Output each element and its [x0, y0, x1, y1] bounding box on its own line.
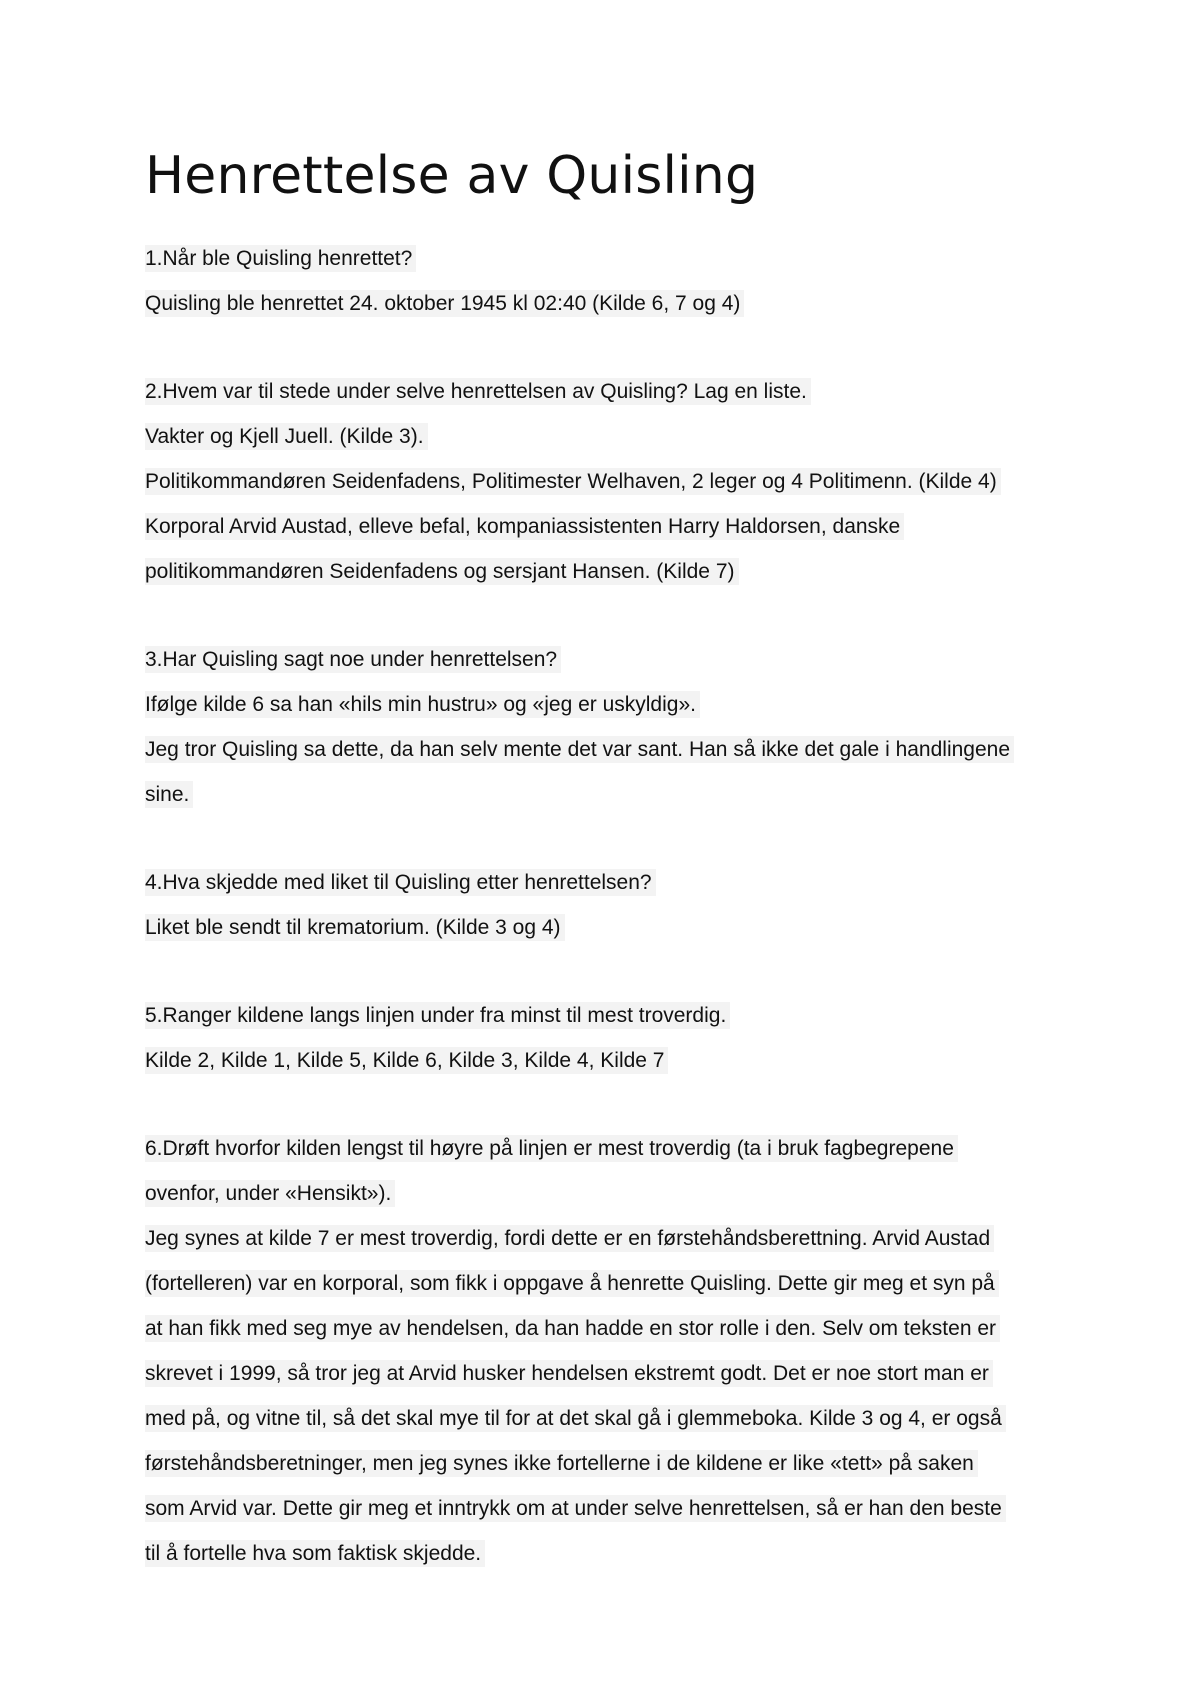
answer-text: som Arvid var. Dette gir meg et inntrykk om at under selve henrettelsen, så er han den beste — [145, 1486, 1065, 1531]
answer-text: skrevet i 1999, så tror jeg at Arvid husker hendelsen ekstremt godt. Det er noe stort man er — [145, 1351, 1065, 1396]
answer-text: (fortelleren) var en korporal, som fikk i oppgave å henrette Quisling. Dette gir meg et syn på — [145, 1261, 1065, 1306]
question-text: 3.Har Quisling sagt noe under henrettelsen? — [145, 637, 1065, 682]
question-5-section — [145, 993, 1065, 1083]
answer-text: førstehåndsberetninger, men jeg synes ikke fortellerne i de kildene er like «tett» på saken — [145, 1441, 1065, 1486]
question-text: 5.Ranger kildene langs linjen under fra minst til mest troverdig. — [145, 993, 1065, 1038]
answer-text: politikommandøren Seidenfadens og sersjant Hansen. (Kilde 7) — [145, 549, 1065, 594]
answer-text: Jeg tror Quisling sa dette, da han selv mente det var sant. Han så ikke det gale i handlingene — [145, 727, 1065, 772]
answer-text: at han fikk med seg mye av hendelsen, da han hadde en stor rolle i den. Selv om teksten er — [145, 1306, 1065, 1351]
question-text: 2.Hvem var til stede under selve henrettelsen av Quisling? Lag en liste. — [145, 369, 1065, 414]
answer-text: Liket ble sendt til krematorium. (Kilde 3 og 4) — [145, 905, 1065, 950]
document-title: Henrettelse av Quisling — [145, 146, 759, 206]
question-text: 6.Drøft hvorfor kilden lengst til høyre på linjen er mest troverdig (ta i bruk fagbegrepene — [145, 1126, 1065, 1171]
question-text: 4.Hva skjedde med liket til Quisling etter henrettelsen? — [145, 860, 1065, 905]
answer-text: Politikommandøren Seidenfadens, Politimester Welhaven, 2 leger og 4 Politimenn. (Kilde 4) — [145, 459, 1065, 504]
answer-text: Vakter og Kjell Juell. (Kilde 3). — [145, 414, 1065, 459]
answer-text: Kilde 2, Kilde 1, Kilde 5, Kilde 6, Kilde 3, Kilde 4, Kilde 7 — [145, 1038, 1065, 1083]
document-page — [145, 140, 1065, 1619]
answer-text: sine. — [145, 772, 1065, 817]
answer-text: Jeg synes at kilde 7 er mest troverdig, fordi dette er en førstehåndsberettning. Arvid Austad — [145, 1216, 1065, 1261]
question-4-section — [145, 860, 1065, 950]
answer-text: med på, og vitne til, så det skal mye til for at det skal gå i glemmeboka. Kilde 3 og 4, er også — [145, 1396, 1065, 1441]
answer-text: Quisling ble henrettet 24. oktober 1945 kl 02:40 (Kilde 6, 7 og 4) — [145, 281, 1065, 326]
question-text: ovenfor, under «Hensikt»). — [145, 1171, 1065, 1216]
answer-text: Korporal Arvid Austad, elleve befal, kompaniassistenten Harry Haldorsen, danske — [145, 504, 1065, 549]
question-3-section — [145, 637, 1065, 817]
answer-text: Ifølge kilde 6 sa han «hils min hustru» og «jeg er uskyldig». — [145, 682, 1065, 727]
question-2-section — [145, 369, 1065, 594]
question-text: 1.Når ble Quisling henrettet? — [145, 236, 1065, 281]
question-1-section — [145, 236, 1065, 326]
question-6-section — [145, 1126, 1065, 1576]
answer-text: til å fortelle hva som faktisk skjedde. — [145, 1531, 1065, 1576]
